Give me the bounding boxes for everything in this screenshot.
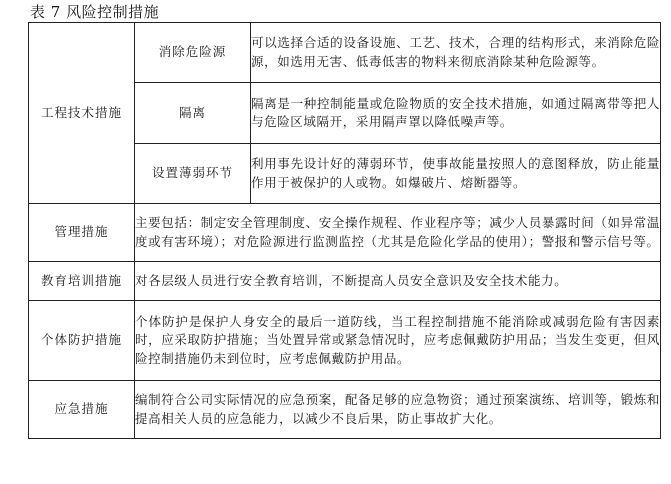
table-row [29,23,661,83]
description-weak-link: 利用事先设计好的薄弱环节，使事故能量按照人的意图释放，防止能量作用于被保护的人或物。如爆破片、熔断器等。 [251,144,661,204]
subcategory-weak-link: 设置薄弱环节 [135,144,251,204]
table-row [29,204,661,262]
category-engineering: 工程技术措施 [29,23,135,204]
table-caption: 表 7 风险控制措施 [30,3,160,21]
category-training: 教育培训措施 [29,262,135,301]
table-row [29,381,661,439]
subcategory-isolation: 隔离 [135,83,251,144]
description-training: 对各层级人员进行安全教育培训，不断提高人员安全意识及安全技术能力。 [135,262,661,301]
subcategory-eliminate-hazard: 消除危险源 [135,23,251,83]
category-management: 管理措施 [29,204,135,262]
description-isolation: 隔离是一种控制能量或危险物质的安全技术措施，如通过隔离带等把人与危险区域隔开，采用隔声罩以降低噪声等。 [251,83,661,144]
description-eliminate-hazard: 可以选择合适的设备设施、工艺、技术，合理的结构形式，来消除危险源，如选用无害、低毒低害的物料来彻底消除某种危险源等。 [251,23,661,83]
table-row [29,262,661,301]
table-row [29,301,661,381]
description-management: 主要包括：制定安全管理制度、安全操作规程、作业程序等；减少人员暴露时间（如异常温度或有害环境）；对危险源进行监测监控（尤其是危险化学品的使用）；警报和警示信号等。 [135,204,661,262]
risk-control-table [28,22,661,439]
description-ppe: 个体防护是保护人身安全的最后一道防线，当工程控制措施不能消除或减弱危险有害因素时，应采取防护措施；当处置异常或紧急情况时，应考虑佩戴防护用品；当发生变更，但风险控制措施仍未到位时，应考虑佩戴防护用品。 [135,301,661,381]
category-ppe: 个体防护措施 [29,301,135,381]
description-emergency: 编制符合公司实际情况的应急预案，配备足够的应急物资；通过预案演练、培训等，锻炼和提高相关人员的应急能力，以减少不良后果，防止事故扩大化。 [135,381,661,439]
category-emergency: 应急措施 [29,381,135,439]
